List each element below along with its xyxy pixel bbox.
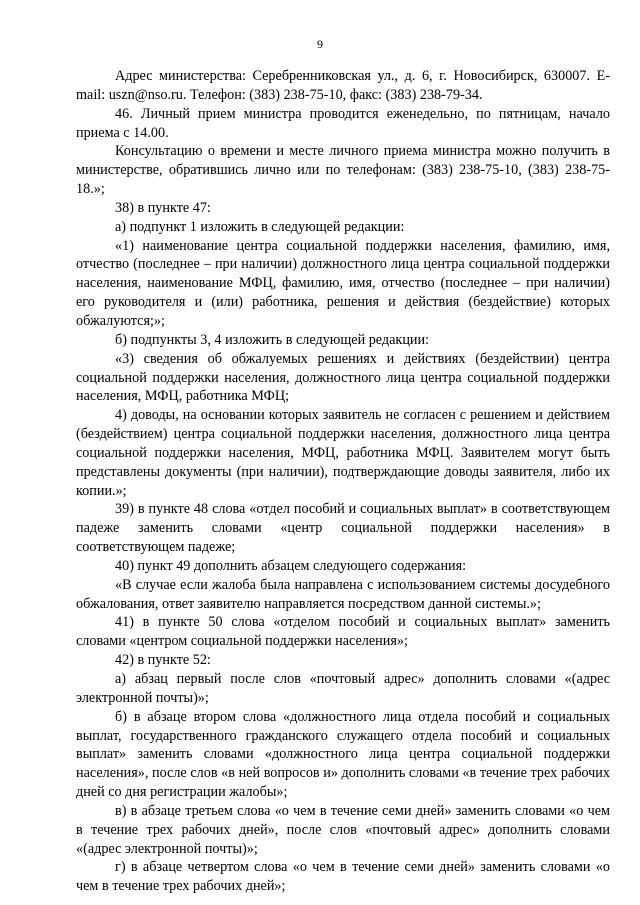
paragraph-40-text: «В случае если жалоба была направлена с использованием системы досудебного обжалования, ответ заявителю направляется посредством данной системы.»; [76, 576, 610, 612]
paragraph-item-40: 40) пункт 49 дополнить абзацем следующего содержания: [115, 557, 467, 574]
paragraph-subitem-4: 4) доводы, на основании которых заявитель не согласен с решением и действием (бездействием) центра социальной поддержки населения, должностного лица центра социальной поддержки населения, МФЦ, работника МФЦ. Заявителем могут быть представлены документы (при наличии), подтверждающие доводы заявителя, либо их копии.»; [76, 407, 610, 499]
paragraph-ministry-address: Адрес министерства: Серебренниковская ул., д. 6, г. Новосибирск, 630007. E-mail: uszn@nso.ru. Телефон: (383) 238-75-10, факс: (383) 238-79-34. [76, 68, 610, 103]
paragraph-38a: а) подпункт 1 изложить в следующей редакции: [115, 218, 405, 235]
paragraph-subitem-1: «1) наименование центра социальной поддержки населения, фамилию, имя, отчество (последнее – при наличии) должностного лица центра социальной поддержки населения, наименование МФЦ, фамилию, имя, отчество (последнее – при наличии) его руководителя и (или) работника, решения и действия (бездействие) которых обжалуются;»; [76, 237, 610, 329]
document-body [76, 67, 610, 896]
paragraph-item-39: 39) в пункте 48 слова «отдел пособий и социальных выплат» в соответствующем падеже заменить словами «центр социальной поддержки населения» в соответствующем падеже; [76, 501, 610, 556]
paragraph-38b: б) подпункты 3, 4 изложить в следующей редакции: [115, 331, 430, 348]
paragraph-item-41: 41) в пункте 50 слова «отделом пособий и социальных выплат» заменить словами «центром социальной поддержки населения»; [76, 614, 610, 650]
page-number: 9 [317, 37, 323, 51]
paragraph-consultation: Консультацию о времени и месте личного приема министра можно получить в министерстве, обратившись лично или по телефонам: (383) 238-75-10, (383) 238-75-18.»; [76, 143, 610, 198]
paragraph-42b: б) в абзаце втором слова «должностного лица отдела пособий и социальных выплат, государственного гражданского служащего отдела пособий и социальных выплат» заменить словами «должностного лица центра социальной поддержки населения», после слов «в ней вопросов и» дополнить словами «в течение трех рабочих дней со дня регистрации жалобы»; [76, 708, 610, 801]
paragraph-item-42: 42) в пункте 52: [115, 652, 211, 669]
paragraph-42v: в) в абзаце третьем слова «о чем в течение семи дней» заменить словами «о чем в течение трех рабочих дней», после слов «почтовый адрес» дополнить словами «(адрес электронной почты)»; [76, 802, 610, 857]
paragraph-subitem-3: «3) сведения об обжалуемых решениях и действиях (бездействии) центра социальной поддержки населения, должностного лица центра социальной поддержки населения, МФЦ, работника МФЦ; [76, 350, 610, 405]
paragraph-item-46: 46. Личный прием министра проводится еженедельно, по пятницам, начало приема с 14.00. [76, 105, 610, 141]
paragraph-item-38: 38) в пункте 47: [115, 199, 211, 216]
paragraph-42g: г) в абзаце четвертом слова «о чем в течение семи дней» заменить словами «о чем в течение трех рабочих дней»; [76, 859, 610, 895]
paragraph-42a: а) абзац первый после слов «почтовый адрес» дополнить словами «(адрес электронной почты)»; [76, 671, 610, 706]
